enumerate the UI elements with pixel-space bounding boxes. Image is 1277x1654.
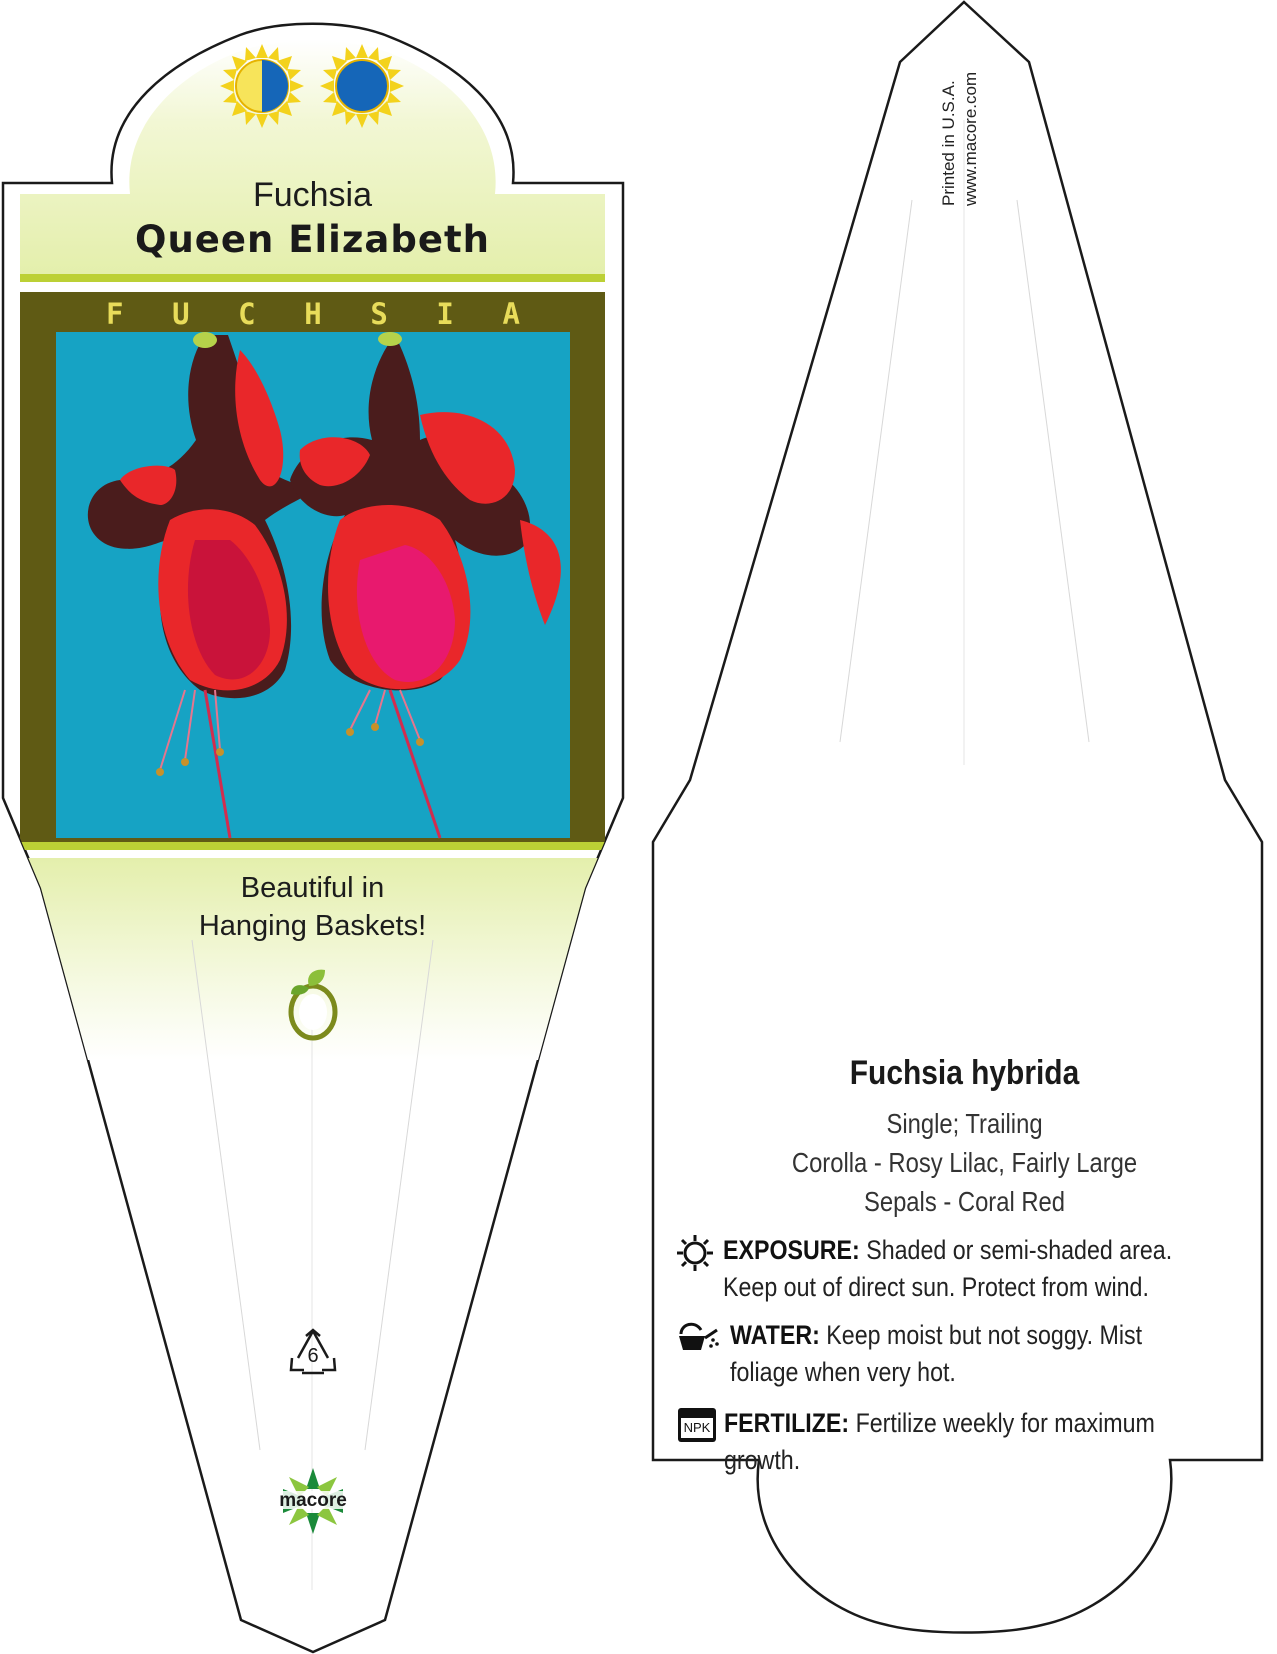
band-letter: S (370, 297, 388, 331)
printed-in-text: Printed in U.S.A. (939, 80, 958, 206)
website-text: www.macore.com (961, 71, 980, 206)
fertilize-description: Fertilize weekly for maximum growth. (724, 1408, 1155, 1475)
band-letter: I (436, 297, 454, 331)
tagline-line-2: Hanging Baskets! (198, 910, 427, 942)
band-letter: A (502, 297, 520, 331)
description-line: Sepals - Coral Red (863, 1186, 1066, 1217)
plant-variety-title: Queen Elizabeth (135, 218, 490, 261)
watering-can-icon (675, 1316, 721, 1356)
tagline (0, 869, 625, 945)
fertilize-label: FERTILIZE: (724, 1408, 850, 1438)
recycle-6-icon (288, 1328, 338, 1376)
band-letter: H (304, 297, 322, 331)
band-letter: F (106, 297, 124, 331)
exposure-text (723, 1232, 1187, 1306)
fertilize-text (724, 1405, 1206, 1479)
sun-outline-icon (675, 1233, 715, 1273)
plant-genus-title: Fuchsia (252, 176, 373, 214)
exposure-description: Shaded or semi-shaded area. Keep out of direct sun. Protect from wind. (723, 1235, 1173, 1302)
water-description: Keep moist but not soggy. Mist foliage when very hot. (730, 1320, 1143, 1387)
water-label: WATER: (730, 1320, 820, 1350)
printed-credit (938, 72, 982, 206)
band-letter: C (238, 297, 256, 331)
tagline-line-1: Beautiful in (240, 872, 385, 904)
description-line: Single; Trailing (886, 1108, 1043, 1139)
recycle-number: 6 (307, 1345, 319, 1367)
description-line: Corolla - Rosy Lilac, Fairly Large (791, 1147, 1138, 1178)
shade-icon (320, 44, 404, 128)
part-sun-icon (220, 44, 304, 128)
npk-text: NPK (681, 1418, 713, 1438)
water-text (730, 1317, 1194, 1391)
sprout-logo-icon (285, 966, 341, 1042)
macore-logo (270, 1466, 356, 1536)
genus-band-letters (56, 297, 570, 331)
exposure-label: EXPOSURE: (723, 1235, 860, 1265)
macore-logo-text: macore (279, 1490, 347, 1511)
fuchsia-photo (56, 332, 570, 838)
npk-icon (678, 1408, 716, 1442)
band-letter: U (172, 297, 190, 331)
botanical-name: Fuchsia hybrida (849, 1054, 1080, 1092)
